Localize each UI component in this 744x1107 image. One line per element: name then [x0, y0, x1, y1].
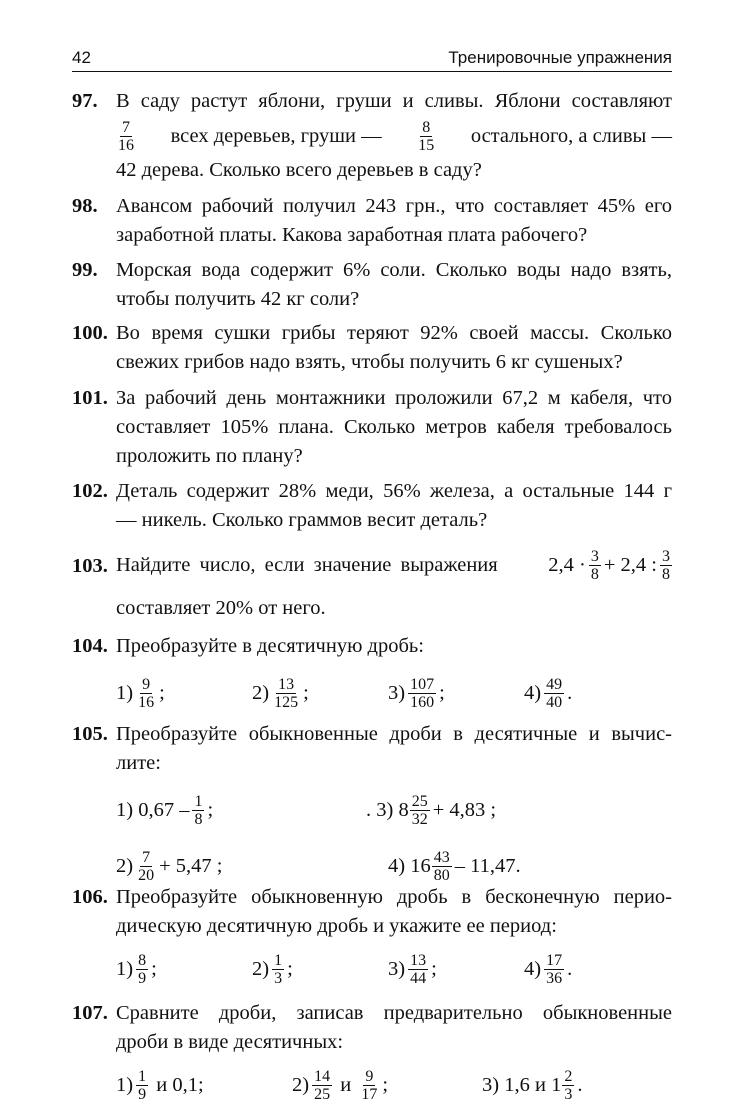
problem-103 — [72, 542, 672, 623]
problem-105 — [72, 720, 672, 888]
options-row — [116, 1063, 672, 1107]
problem-text-line: составляет 105% плана. Сколько метров кабеля требовалось — [116, 416, 672, 438]
option-1: 1) $\frac{8}{9}$ ; — [116, 951, 157, 987]
option-2: 2) $\frac{14}{25}$ и $\frac{9}{17}$ ; — [292, 1067, 389, 1103]
problem-text-line: Морская вода содержит 6% соли. Сколько воды надо взять, — [116, 259, 672, 281]
option-3: 3) $\frac{107}{160}$ ; — [388, 675, 445, 711]
option-1: 1) 0,67 – $\frac{1}{8}$ ; — [116, 792, 214, 828]
problem-101 — [72, 384, 672, 471]
problem-text-line — [116, 116, 672, 156]
problem-number: 102. — [72, 480, 108, 502]
problem-number: 104. — [72, 635, 108, 657]
section-title: Тренировочные упражнения — [448, 48, 672, 67]
option-2: 2) $\frac{7}{20}$ + 5,47 ; — [116, 848, 223, 884]
problem-text-line: проложить по плану? — [116, 445, 303, 467]
problem-text-line: лите: — [116, 752, 161, 774]
problem-text: Найдите число, если значение выражения — [116, 553, 498, 576]
problem-text-line: Авансом рабочий получил 243 грн., что составляет 45% его — [116, 195, 672, 217]
fraction: $\frac{3}{8}$ — [662, 547, 670, 583]
options-row — [116, 788, 672, 832]
option-3: . 3) 8 $\frac{25}{32}$ + 4,83 ; — [366, 792, 497, 828]
fraction: $\frac{8}{15}$ — [418, 118, 435, 154]
problem-text-line: Во время сушки грибы теряют 92% своей массы. Сколько — [116, 322, 672, 344]
problem-text-line: В саду растут яблони, груши и сливы. Яблони составляют — [116, 90, 672, 112]
problem-text: остального, а сливы — — [470, 124, 672, 147]
problem-text-line: дическую десятичную дробь и укажите ее период: — [116, 915, 557, 937]
fraction: $\frac{3}{8}$ — [590, 547, 599, 583]
problem-text-line: За рабочий день монтажники проложили 67,2 м кабеля, что — [116, 387, 672, 409]
options-row — [116, 671, 672, 715]
problem-text-line: Преобразуйте в десятичную дробь: — [116, 635, 424, 657]
problem-number: 100. — [72, 322, 108, 344]
problem-text: всех деревьев, груши — — [170, 124, 382, 147]
page — [72, 44, 672, 1103]
problem-number: 105. — [72, 723, 108, 745]
problem-text-line: — никель. Сколько граммов весит деталь? — [116, 509, 488, 531]
problem-text-line: составляет 20% от него. — [116, 597, 326, 619]
problem-102 — [72, 477, 672, 535]
problem-104 — [72, 632, 672, 715]
problem-number: 107. — [72, 1002, 108, 1024]
page-number: 42 — [72, 48, 91, 67]
problem-100 — [72, 319, 672, 377]
option-4: 4) $\frac{17}{36}$ . — [524, 951, 573, 987]
problem-106 — [72, 883, 672, 991]
options-row — [116, 947, 672, 991]
fraction: $\frac{7}{16}$ — [118, 118, 134, 154]
problem-text-line: Деталь содержит 28% меди, 56% железа, а остальные 144 г — [116, 480, 672, 502]
problem-number: 103. — [72, 555, 108, 577]
problem-text-line: 42 дерева. Сколько всего деревьев в саду? — [116, 159, 482, 181]
problem-text-line: чтобы получить 42 кг соли? — [116, 288, 360, 310]
problem-number: 106. — [72, 886, 108, 908]
expression-part: 2,4 · — [548, 553, 586, 576]
expression-part: + 2,4 : — [603, 553, 657, 576]
problem-text-line — [116, 542, 672, 588]
problem-98 — [72, 192, 672, 250]
option-2: 2) $\frac{1}{3}$ ; — [252, 951, 293, 987]
problem-99 — [72, 256, 672, 314]
options-row — [116, 844, 672, 888]
option-3: 3) 1,6 и 1 $\frac{2}{3}$ . — [482, 1067, 583, 1103]
problem-text-line: дроби в виде десятичных: — [116, 1031, 344, 1053]
problem-text-line: свежих грибов надо взять, чтобы получить 6 кг сушеных? — [116, 351, 623, 373]
problem-number: 97. — [72, 90, 98, 112]
problem-number: 101. — [72, 387, 108, 409]
page-header — [72, 44, 672, 72]
problem-number: 98. — [72, 195, 98, 217]
option-4: 4) 16 $\frac{43}{80}$ – 11,47. — [388, 848, 521, 884]
problem-107 — [72, 999, 672, 1107]
problem-text-line: Преобразуйте обыкновенную дробь в бесконечную перио- — [116, 886, 672, 908]
expression — [548, 548, 672, 583]
option-4: 4) $\frac{49}{40}$ . — [524, 675, 573, 711]
problem-text-line: заработной платы. Какова заработная плата рабочего? — [116, 224, 588, 246]
option-1: 1) $\frac{1}{9}$ и 0,1; — [116, 1067, 204, 1103]
option-2: 2) $\frac{13}{125}$ ; — [252, 675, 309, 711]
problem-text-line: Сравните дроби, записав предварительно обыкновенные — [116, 1002, 672, 1024]
option-3: 3) $\frac{13}{44}$ ; — [388, 951, 437, 987]
problem-text-line: Преобразуйте обыкновенные дроби в десятичные и вычис- — [116, 723, 672, 745]
problem-97 — [72, 87, 672, 185]
option-1: 1) $\frac{9}{16}$ ; — [116, 675, 165, 711]
problem-number: 99. — [72, 259, 98, 281]
